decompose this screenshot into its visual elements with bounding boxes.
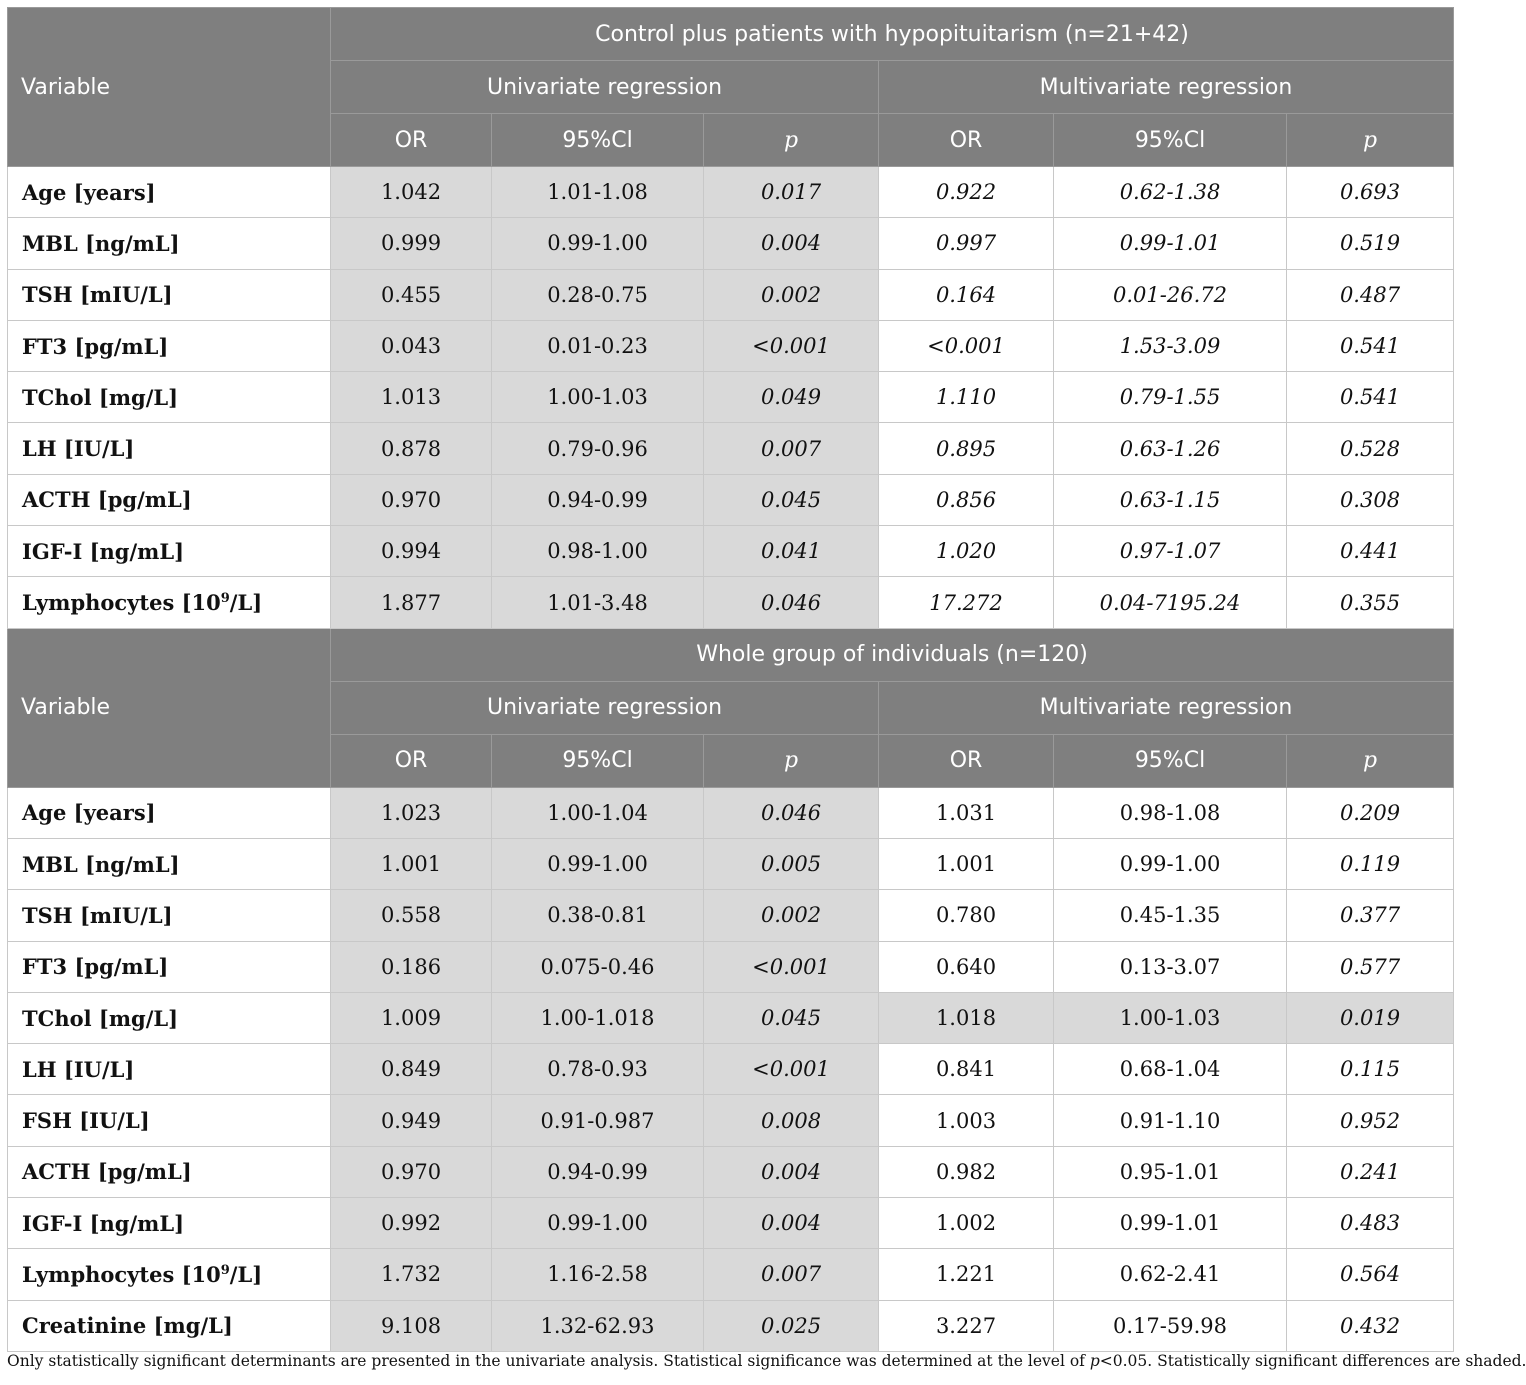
multivariate-p-cell: 0.541: [1287, 320, 1454, 371]
univariate-ci-cell: 1.16-2.58: [492, 1249, 704, 1300]
variable-name: Age [years]: [22, 800, 156, 826]
variable-cell: [8, 423, 331, 474]
variable-cell: [8, 526, 331, 577]
multivariate-p-cell: 0.528: [1287, 423, 1454, 474]
multivariate-or-header: OR: [879, 114, 1054, 167]
variable-cell: [8, 474, 331, 525]
variable-cell: [8, 1198, 331, 1249]
multivariate-p-cell: 0.355: [1287, 577, 1454, 628]
univariate-ci-cell: 0.28-0.75: [492, 269, 704, 320]
univariate-p-cell: 0.005: [704, 838, 879, 889]
univariate-or-cell: 1.732: [331, 1249, 492, 1300]
univariate-p-cell: 0.025: [704, 1300, 879, 1351]
multivariate-p-cell: 0.519: [1287, 218, 1454, 269]
univariate-or-cell: 0.043: [331, 320, 492, 371]
univariate-or-header: OR: [331, 114, 492, 167]
table-row: [8, 992, 1454, 1043]
univariate-or-cell: 0.992: [331, 1198, 492, 1249]
table-row: [8, 941, 1454, 992]
table-row: [8, 1146, 1454, 1197]
multivariate-or-cell: 1.110: [879, 372, 1054, 423]
table-row: [8, 1044, 1454, 1095]
univariate-ci-cell: 1.00-1.04: [492, 787, 704, 838]
univariate-p-cell: 0.007: [704, 423, 879, 474]
multivariate-ci-cell: 0.99-1.01: [1054, 1198, 1287, 1249]
multivariate-ci-cell: 0.97-1.07: [1054, 526, 1287, 577]
table-row: [8, 372, 1454, 423]
multivariate-ci-cell: 0.62-1.38: [1054, 167, 1287, 218]
multivariate-p-cell: 0.577: [1287, 941, 1454, 992]
variable-name: FT3 [pg/mL]: [22, 954, 169, 980]
variable-name: LH [IU/L]: [22, 436, 135, 462]
multivariate-or-cell: 17.272: [879, 577, 1054, 628]
section-title: Control plus patients with hypopituitarism (n=21+42): [331, 8, 1454, 61]
univariate-p-cell: 0.049: [704, 372, 879, 423]
multivariate-ci-cell: 1.00-1.03: [1054, 992, 1287, 1043]
variable-cell: [8, 372, 331, 423]
univariate-p-cell: 0.008: [704, 1095, 879, 1146]
multivariate-p-cell: 0.209: [1287, 787, 1454, 838]
variable-name: MBL [ng/mL]: [22, 230, 180, 256]
multivariate-or-cell: 1.221: [879, 1249, 1054, 1300]
regression-table: [7, 7, 1454, 1352]
multivariate-p-cell: 0.483: [1287, 1198, 1454, 1249]
univariate-p-header: p: [704, 734, 879, 787]
multivariate-p-cell: 0.541: [1287, 372, 1454, 423]
multivariate-or-cell: 1.018: [879, 992, 1054, 1043]
multivariate-p-cell: 0.564: [1287, 1249, 1454, 1300]
univariate-p-cell: <0.001: [704, 320, 879, 371]
footnote-p-symbol: p: [1089, 1352, 1100, 1370]
variable-unit-suffix: /L]: [229, 590, 263, 616]
univariate-ci-cell: 0.38-0.81: [492, 890, 704, 941]
variable-cell: [8, 577, 331, 628]
univariate-ci-header: 95%Cl: [492, 734, 704, 787]
univariate-or-cell: 0.970: [331, 1146, 492, 1197]
univariate-ci-cell: 0.94-0.99: [492, 1146, 704, 1197]
multivariate-p-cell: 0.241: [1287, 1146, 1454, 1197]
multivariate-or-cell: 0.922: [879, 167, 1054, 218]
univariate-p-cell: 0.045: [704, 474, 879, 525]
univariate-or-cell: 0.970: [331, 474, 492, 525]
table-row: [8, 474, 1454, 525]
multivariate-ci-cell: 0.62-2.41: [1054, 1249, 1287, 1300]
univariate-or-cell: 1.013: [331, 372, 492, 423]
section-header-row: [8, 8, 1454, 61]
variable-cell: [8, 1095, 331, 1146]
section-header-row: [8, 628, 1454, 681]
univariate-or-cell: 1.042: [331, 167, 492, 218]
multivariate-ci-cell: 0.68-1.04: [1054, 1044, 1287, 1095]
multivariate-ci-cell: 0.01-26.72: [1054, 269, 1287, 320]
univariate-or-cell: 0.999: [331, 218, 492, 269]
multivariate-p-header: p: [1287, 734, 1454, 787]
variable-cell: [8, 218, 331, 269]
section-title: Whole group of individuals (n=120): [331, 628, 1454, 681]
multivariate-or-header: OR: [879, 734, 1054, 787]
variable-cell: [8, 320, 331, 371]
multivariate-ci-cell: 0.91-1.10: [1054, 1095, 1287, 1146]
univariate-ci-cell: 0.99-1.00: [492, 218, 704, 269]
multivariate-or-cell: 1.020: [879, 526, 1054, 577]
variable-cell: [8, 992, 331, 1043]
variable-name: FT3 [pg/mL]: [22, 333, 169, 359]
table-row: [8, 1198, 1454, 1249]
table-row: [8, 269, 1454, 320]
univariate-p-cell: 0.017: [704, 167, 879, 218]
univariate-ci-cell: 1.01-3.48: [492, 577, 704, 628]
multivariate-or-cell: <0.001: [879, 320, 1054, 371]
table-row: [8, 577, 1454, 628]
multivariate-ci-cell: 0.79-1.55: [1054, 372, 1287, 423]
multivariate-or-cell: 0.982: [879, 1146, 1054, 1197]
multivariate-p-header: p: [1287, 114, 1454, 167]
footnote-text-2: <0.05. Statistically significant differences are shaded.: [1099, 1352, 1526, 1370]
multivariate-ci-cell: 0.99-1.00: [1054, 838, 1287, 889]
multivariate-or-cell: 0.164: [879, 269, 1054, 320]
univariate-header: Univariate regression: [331, 681, 879, 734]
variable-exponent: 9: [220, 591, 230, 607]
univariate-p-cell: 0.004: [704, 1146, 879, 1197]
univariate-or-cell: 0.186: [331, 941, 492, 992]
univariate-ci-cell: 1.00-1.018: [492, 992, 704, 1043]
univariate-header: Univariate regression: [331, 61, 879, 114]
univariate-p-cell: <0.001: [704, 1044, 879, 1095]
univariate-or-cell: 1.877: [331, 577, 492, 628]
table-footnote: [7, 1352, 1526, 1370]
univariate-or-cell: 0.455: [331, 269, 492, 320]
table-row: [8, 526, 1454, 577]
multivariate-p-cell: 0.115: [1287, 1044, 1454, 1095]
univariate-or-cell: 0.994: [331, 526, 492, 577]
multivariate-ci-cell: 0.98-1.08: [1054, 787, 1287, 838]
univariate-ci-cell: 1.32-62.93: [492, 1300, 704, 1351]
variable-name: MBL [ng/mL]: [22, 851, 180, 877]
variable-column-header: Variable: [8, 8, 331, 167]
univariate-ci-cell: 0.01-0.23: [492, 320, 704, 371]
multivariate-or-cell: 0.997: [879, 218, 1054, 269]
table-row: [8, 787, 1454, 838]
multivariate-or-cell: 1.002: [879, 1198, 1054, 1249]
variable-cell: [8, 1146, 331, 1197]
variable-cell: [8, 890, 331, 941]
table-row: [8, 890, 1454, 941]
multivariate-p-cell: 0.432: [1287, 1300, 1454, 1351]
univariate-ci-cell: 1.01-1.08: [492, 167, 704, 218]
univariate-p-cell: <0.001: [704, 941, 879, 992]
univariate-ci-cell: 0.94-0.99: [492, 474, 704, 525]
multivariate-ci-header: 95%Cl: [1054, 734, 1287, 787]
variable-name: Lymphocytes [10: [22, 1261, 221, 1287]
univariate-or-cell: 0.849: [331, 1044, 492, 1095]
regression-table-body: [8, 8, 1454, 1352]
univariate-ci-cell: 0.98-1.00: [492, 526, 704, 577]
multivariate-p-cell: 0.693: [1287, 167, 1454, 218]
variable-name: LH [IU/L]: [22, 1056, 135, 1082]
univariate-ci-cell: 0.99-1.00: [492, 1198, 704, 1249]
univariate-p-cell: 0.004: [704, 1198, 879, 1249]
multivariate-or-cell: 0.780: [879, 890, 1054, 941]
multivariate-p-cell: 0.019: [1287, 992, 1454, 1043]
multivariate-ci-cell: 0.45-1.35: [1054, 890, 1287, 941]
table-row: [8, 218, 1454, 269]
variable-name: ACTH [pg/mL]: [22, 487, 192, 513]
univariate-p-cell: 0.041: [704, 526, 879, 577]
variable-cell: [8, 1249, 331, 1300]
univariate-p-cell: 0.007: [704, 1249, 879, 1300]
univariate-or-cell: 1.009: [331, 992, 492, 1043]
univariate-ci-cell: 0.79-0.96: [492, 423, 704, 474]
table-row: [8, 1095, 1454, 1146]
multivariate-or-cell: 0.856: [879, 474, 1054, 525]
multivariate-ci-cell: 1.53-3.09: [1054, 320, 1287, 371]
table-row: [8, 423, 1454, 474]
variable-name: TChol [mg/L]: [22, 384, 179, 410]
univariate-p-cell: 0.002: [704, 890, 879, 941]
variable-name: IGF-I [ng/mL]: [22, 538, 185, 564]
multivariate-ci-cell: 0.13-3.07: [1054, 941, 1287, 992]
variable-cell: [8, 787, 331, 838]
multivariate-or-cell: 1.031: [879, 787, 1054, 838]
univariate-or-cell: 0.949: [331, 1095, 492, 1146]
variable-name: FSH [IU/L]: [22, 1108, 150, 1134]
table-row: [8, 320, 1454, 371]
univariate-ci-cell: 0.78-0.93: [492, 1044, 704, 1095]
multivariate-ci-cell: 0.17-59.98: [1054, 1300, 1287, 1351]
univariate-ci-cell: 1.00-1.03: [492, 372, 704, 423]
univariate-ci-cell: 0.91-0.987: [492, 1095, 704, 1146]
multivariate-p-cell: 0.119: [1287, 838, 1454, 889]
multivariate-p-cell: 0.952: [1287, 1095, 1454, 1146]
multivariate-p-cell: 0.487: [1287, 269, 1454, 320]
multivariate-ci-cell: 0.99-1.01: [1054, 218, 1287, 269]
univariate-or-cell: 1.023: [331, 787, 492, 838]
multivariate-p-cell: 0.308: [1287, 474, 1454, 525]
multivariate-p-cell: 0.377: [1287, 890, 1454, 941]
univariate-p-cell: 0.046: [704, 577, 879, 628]
multivariate-header: Multivariate regression: [879, 681, 1454, 734]
variable-cell: [8, 269, 331, 320]
variable-cell: [8, 838, 331, 889]
univariate-p-header: p: [704, 114, 879, 167]
univariate-ci-cell: 0.99-1.00: [492, 838, 704, 889]
variable-name: Age [years]: [22, 179, 156, 205]
variable-name: Lymphocytes [10: [22, 590, 221, 616]
multivariate-or-cell: 0.640: [879, 941, 1054, 992]
multivariate-or-cell: 0.895: [879, 423, 1054, 474]
table-row: [8, 1300, 1454, 1351]
univariate-or-cell: 0.558: [331, 890, 492, 941]
multivariate-ci-cell: 0.95-1.01: [1054, 1146, 1287, 1197]
multivariate-ci-header: 95%Cl: [1054, 114, 1287, 167]
table-row: [8, 167, 1454, 218]
variable-name: ACTH [pg/mL]: [22, 1159, 192, 1185]
variable-name: TSH [mIU/L]: [22, 902, 173, 928]
univariate-or-cell: 1.001: [331, 838, 492, 889]
univariate-p-cell: 0.046: [704, 787, 879, 838]
univariate-or-cell: 0.878: [331, 423, 492, 474]
multivariate-or-cell: 0.841: [879, 1044, 1054, 1095]
table-row: [8, 1249, 1454, 1300]
variable-name: Creatinine [mg/L]: [22, 1313, 233, 1339]
multivariate-or-cell: 1.003: [879, 1095, 1054, 1146]
variable-name: IGF-I [ng/mL]: [22, 1210, 185, 1236]
univariate-p-cell: 0.045: [704, 992, 879, 1043]
multivariate-header: Multivariate regression: [879, 61, 1454, 114]
univariate-p-cell: 0.002: [704, 269, 879, 320]
table-row: [8, 838, 1454, 889]
variable-unit-suffix: /L]: [229, 1261, 263, 1287]
multivariate-or-cell: 3.227: [879, 1300, 1054, 1351]
variable-cell: [8, 941, 331, 992]
variable-name: TChol [mg/L]: [22, 1005, 179, 1031]
footnote-text-1: Only statistically significant determinants are presented in the univariate analysis. Statistical significance was determined at the level of: [7, 1352, 1090, 1370]
univariate-or-cell: 9.108: [331, 1300, 492, 1351]
variable-cell: [8, 1300, 331, 1351]
univariate-p-cell: 0.004: [704, 218, 879, 269]
variable-name: TSH [mIU/L]: [22, 282, 173, 308]
multivariate-ci-cell: 0.63-1.15: [1054, 474, 1287, 525]
univariate-ci-header: 95%Cl: [492, 114, 704, 167]
univariate-or-header: OR: [331, 734, 492, 787]
multivariate-p-cell: 0.441: [1287, 526, 1454, 577]
variable-cell: [8, 1044, 331, 1095]
variable-exponent: 9: [220, 1262, 230, 1278]
variable-cell: [8, 167, 331, 218]
multivariate-ci-cell: 0.63-1.26: [1054, 423, 1287, 474]
multivariate-or-cell: 1.001: [879, 838, 1054, 889]
multivariate-ci-cell: 0.04-7195.24: [1054, 577, 1287, 628]
univariate-ci-cell: 0.075-0.46: [492, 941, 704, 992]
variable-column-header: Variable: [8, 628, 331, 787]
